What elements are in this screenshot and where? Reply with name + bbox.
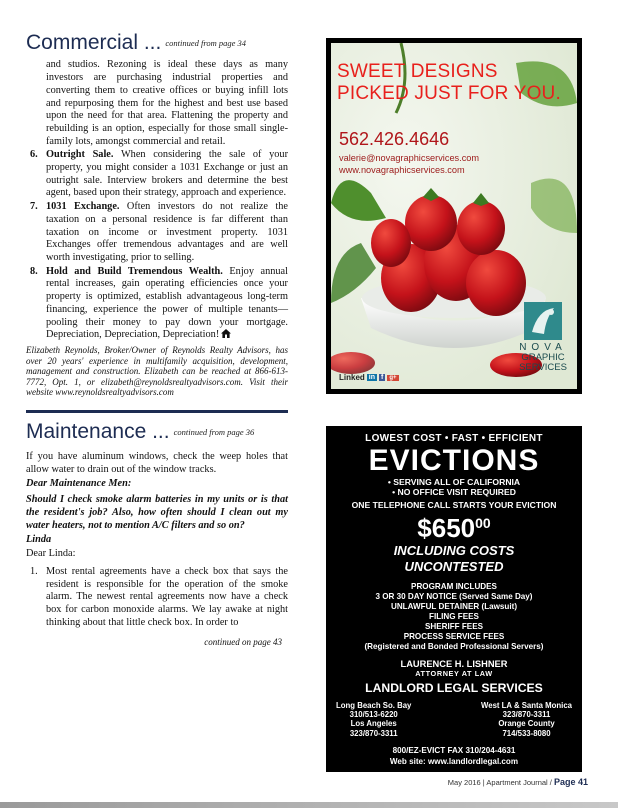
ad-website: Web site: www.landlordlegal.com <box>389 757 519 766</box>
firm-name: LANDLORD LEGAL SERVICES <box>365 681 543 695</box>
author-bio: Elizabeth Reynolds, Broker/Owner of Reynolds Realty Advisors, has over 20 years' experience in multifamily acquisition, development, management and construction. Elizabeth can be reached at 866-613-7772, Opt. 1, or elizabeth@reynoldsrealtyadvisors.com. Visit their website www.reynoldsrealtyadvisors.com <box>26 344 288 398</box>
nova-graphic-ad <box>326 38 582 394</box>
maintenance-title: Maintenance ... <box>26 419 170 443</box>
headline-line-1: SWEET DESIGNS <box>337 61 498 82</box>
price-cents: 00 <box>475 515 491 531</box>
commercial-heading <box>26 30 288 56</box>
program-line-2: 3 OR 30 DAY NOTICE (Served Same Day) <box>375 592 533 601</box>
facebook-icon: f <box>381 374 384 381</box>
program-line-4: FILING FEES <box>429 612 479 621</box>
house-end-icon <box>221 329 231 338</box>
nova-logo-line-2: GRAPHIC <box>521 352 565 363</box>
continued-on-link: continued on page 43 <box>204 637 282 648</box>
commercial-title: Commercial ... <box>26 31 162 54</box>
program-line-1: PROGRAM INCLUDES <box>411 582 497 591</box>
ad-website: www.novagraphicservices.com <box>339 165 465 175</box>
office-list <box>326 701 582 738</box>
linkedin-icon: in <box>368 374 376 381</box>
office-right-2: 323/870-3311 <box>502 710 551 720</box>
answer-text: Most rental agreements have a check box that says the resident is responsible for the operation of the smoke alarm. The newest rental agreements now have a check box for carbon monoxide alarms. We lay awake at night thinking about that little check box. In order to <box>46 565 288 628</box>
maintenance-intro: If you have aluminum windows, check the weep holes that allow water to drain out of the window tracks. <box>26 451 288 476</box>
ad-bullet-1: • SERVING ALL OF CALIFORNIA <box>387 477 521 487</box>
social-links <box>339 373 399 382</box>
office-right-4: 714/533-8080 <box>502 728 551 738</box>
ad-including: INCLUDING COSTS <box>393 543 515 558</box>
item-title: 1031 Exchange. <box>46 201 120 213</box>
reader-question: Should I check smoke alarm batteries in my units or is that the resident's job? Also, how often should I clean out my water heaters, not to mention A/C filters and so on? <box>26 494 288 531</box>
maintenance-continued: continued from page 36 <box>173 427 255 438</box>
answer-item-1 <box>26 566 288 630</box>
ad-title: EVICTIONS <box>368 444 540 477</box>
google-plus-icon: g+ <box>389 374 397 381</box>
office-left-1: Long Beach So. Bay <box>336 701 412 710</box>
list-item-7 <box>26 201 288 265</box>
commercial-intro: and studios. Rezoning is ideal these days as many investors are purchasing industrial properties and converting them to creative offices or buying infill lots and repurposing them for the highest and best use based upon the need for that area. Flattening the property and rebuilding is an option, especially for those small single-family lots, amongst commercial and retail. <box>46 59 288 147</box>
page-footer <box>448 777 588 787</box>
bottom-bar <box>0 802 618 808</box>
ad-email: valerie@novagraphicservices.com <box>339 153 480 163</box>
nova-logo-line-1: NOVA <box>519 342 567 353</box>
office-right-1: West LA & Santa Monica <box>481 701 572 710</box>
office-left-2: 310/513-6220 <box>349 710 398 720</box>
price-dollars: $650 <box>417 513 476 543</box>
ad-one-call: ONE TELEPHONE CALL STARTS YOUR EVICTION <box>351 500 557 510</box>
commercial-continued: continued from page 34 <box>165 38 247 49</box>
lawyer-name: LAURENCE H. LISHNER <box>400 659 508 669</box>
answer-salutation: Dear Linda: <box>26 548 76 560</box>
item-title: Outright Sale. <box>46 149 114 161</box>
question-salutation: Dear Maintenance Men: <box>26 477 132 489</box>
nova-logo <box>517 302 569 373</box>
item-title: Hold and Build Tremendous Wealth. <box>46 265 223 277</box>
ad-bullet-2: • NO OFFICE VISIT REQUIRED <box>392 487 516 497</box>
program-line-3: UNLAWFUL DETAINER (Lawsuit) <box>390 602 518 611</box>
list-item-8 <box>26 266 288 342</box>
ad-headline <box>337 61 561 105</box>
issue-info: May 2016 | Apartment Journal / <box>447 778 552 787</box>
evictions-ad <box>326 426 582 772</box>
left-column <box>26 30 288 647</box>
office-left-4: 323/870-3311 <box>349 728 398 738</box>
office-right-3: Orange County <box>498 719 555 729</box>
ad-phone: 562.426.4646 <box>339 129 450 149</box>
answer-number: 1. <box>30 565 38 577</box>
ad-image <box>331 43 577 389</box>
ad-uncontested: UNCONTESTED <box>404 559 504 574</box>
office-left-3: Los Angeles <box>350 719 397 729</box>
ad-tagline: LOWEST COST • FAST • EFFICIENT <box>365 433 543 444</box>
page-number: Page 41 <box>553 777 588 787</box>
list-item-6 <box>26 149 288 200</box>
item-text: When considering the sale of your property, you might consider a 1031 Exchange or just an outright sale. Interview brokers and determine the best agent, based upon their strategy, approach and experience. <box>46 149 288 199</box>
section-divider <box>26 410 288 413</box>
item-number: 8. <box>30 265 38 277</box>
office-left <box>336 701 411 738</box>
lawyer-title: ATTORNEY AT LAW <box>415 669 493 678</box>
item-text: Often investors do not realize the taxation on a personal residence is far different than taxation on income or investment property. 1031 Exchanges offer tremendous advantages and are well worth investigating, prior to selling. <box>46 201 288 263</box>
program-line-6: PROCESS SERVICE FEES <box>403 632 505 641</box>
ad-phones: 800/EZ-EVICT FAX 310/204-4631 <box>392 746 516 755</box>
item-text: Enjoy annual rental increases, gain operating efficiencies once your property is optimized, establish advantageous long-term financing, experience the power of multiple tenants—pooling their money to pay down your mortgage. Depreciation, Depreciation, Depreciation! <box>46 265 288 341</box>
program-line-7: (Registered and Bonded Professional Servers) <box>364 642 544 651</box>
nova-logo-mark-icon <box>524 302 562 340</box>
question-signer: Linda <box>26 533 52 545</box>
ad-price <box>326 513 582 544</box>
item-number: 6. <box>30 149 38 161</box>
linkedin-text: Linked <box>339 373 365 382</box>
office-right <box>481 701 572 738</box>
headline-line-2: PICKED JUST FOR YOU. <box>337 83 561 104</box>
nova-logo-line-3: SERVICES <box>519 362 567 373</box>
maintenance-heading <box>26 419 288 445</box>
program-line-5: SHERIFF FEES <box>424 622 483 631</box>
item-number: 7. <box>30 201 38 213</box>
